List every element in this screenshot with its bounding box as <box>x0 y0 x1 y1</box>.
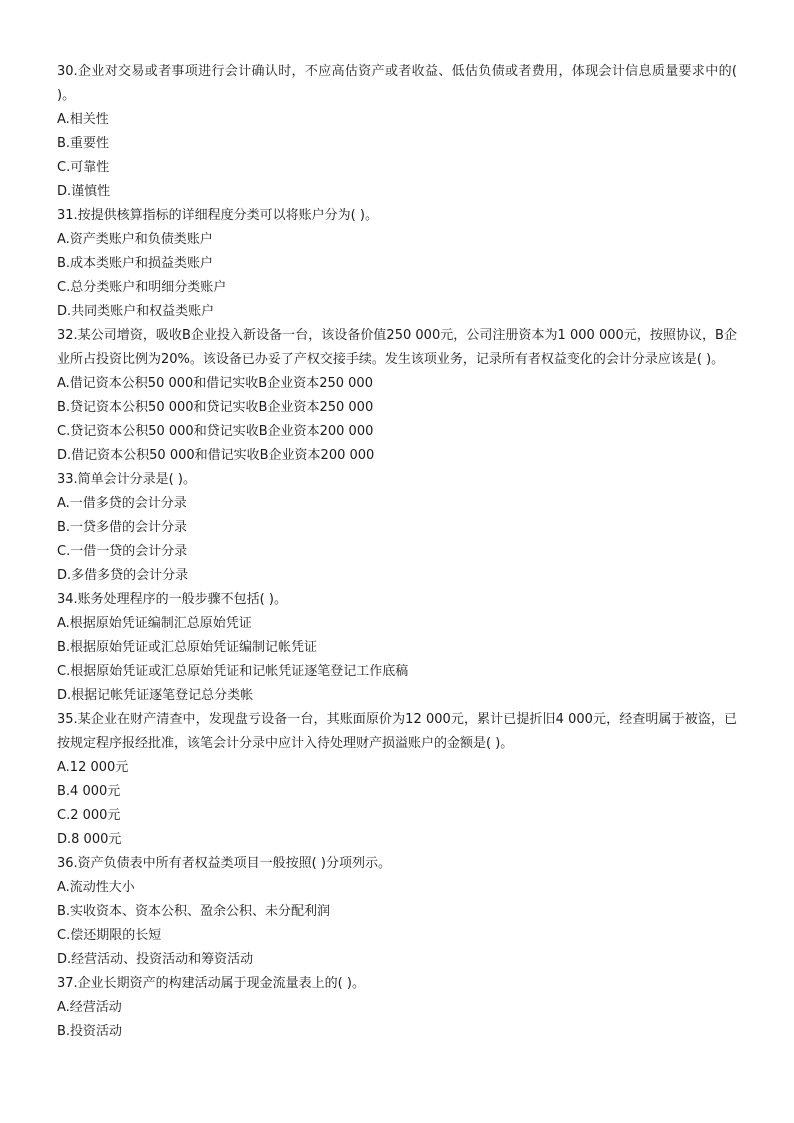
option-b: B.根据原始凭证或汇总原始凭证编制记帐凭证 <box>57 640 318 655</box>
question-32 <box>57 324 737 468</box>
option-a: A.经营活动 <box>57 1000 122 1015</box>
option-b: B.重要性 <box>57 136 110 151</box>
exam-page <box>57 60 737 1044</box>
option-d: D.8 000元 <box>57 832 122 847</box>
option-a: A.相关性 <box>57 112 109 127</box>
question-33 <box>57 468 737 588</box>
question-stem: 32.某公司增资，吸收B企业投入新设备一台，该设备价值250 000元，公司注册资本为1 000 000元，按照协议，B企业所占投资比例为20%。该设备已办妥了产权交接手续。发生该项业务，记录所有者权益变化的会计分录应该是( )。 <box>57 328 737 367</box>
question-stem: 35.某企业在财产清查中，发现盘亏设备一台，其账面原价为12 000元，累计已提折旧4 000元，经查明属于被盗，已按规定程序报经批准，该笔会计分录中应计入待处理财产损溢账户的金额是( )。 <box>57 712 737 751</box>
option-d: D.经营活动、投资活动和筹资活动 <box>57 952 254 967</box>
option-d: D.借记资本公积50 000和借记实收B企业资本200 000 <box>57 448 375 463</box>
option-a: A.资产类账户和负债类账户 <box>57 232 213 247</box>
question-36 <box>57 852 737 972</box>
question-30 <box>57 60 737 204</box>
option-c: C.贷记资本公积50 000和贷记实收B企业资本200 000 <box>57 424 374 439</box>
option-c: C.总分类账户和明细分类账户 <box>57 280 227 295</box>
option-b: B.一贷多借的会计分录 <box>57 520 188 535</box>
option-b: B.投资活动 <box>57 1024 123 1039</box>
option-c: C.一借一贷的会计分录 <box>57 544 188 559</box>
option-d: D.根据记帐凭证逐笔登记总分类帐 <box>57 688 254 703</box>
question-31 <box>57 204 737 324</box>
option-b: B.成本类账户和损益类账户 <box>57 256 214 271</box>
option-a: A.借记资本公积50 000和借记实收B企业资本250 000 <box>57 376 373 391</box>
question-35 <box>57 708 737 852</box>
option-c: C.可靠性 <box>57 160 110 175</box>
question-37 <box>57 972 737 1044</box>
option-b: B.4 000元 <box>57 784 121 799</box>
option-c: C.根据原始凭证或汇总原始凭证和记帐凭证逐笔登记工作底稿 <box>57 664 409 679</box>
option-c: C.2 000元 <box>57 808 121 823</box>
option-d: D.共同类账户和权益类账户 <box>57 304 215 319</box>
question-stem: 34.账务处理程序的一般步骤不包括( )。 <box>57 592 287 607</box>
option-d: D.谨慎性 <box>57 184 111 199</box>
question-stem: 33.简单会计分录是( )。 <box>57 472 196 487</box>
option-a: A.根据原始凭证编制汇总原始凭证 <box>57 616 252 631</box>
option-b: B.贷记资本公积50 000和贷记实收B企业资本250 000 <box>57 400 374 415</box>
option-b: B.实收资本、资本公积、盈余公积、未分配利润 <box>57 904 331 919</box>
option-a: A.一借多贷的会计分录 <box>57 496 187 511</box>
question-stem: 37.企业长期资产的构建活动属于现金流量表上的( )。 <box>57 976 365 991</box>
question-34 <box>57 588 737 708</box>
option-d: D.多借多贷的会计分录 <box>57 568 189 583</box>
option-a: A.流动性大小 <box>57 880 135 895</box>
question-stem: 36.资产负债表中所有者权益类项目一般按照( )分项列示。 <box>57 856 391 871</box>
option-c: C.偿还期限的长短 <box>57 928 162 943</box>
option-a: A.12 000元 <box>57 760 129 775</box>
question-stem: 31.按提供核算指标的详细程度分类可以将账户分为( )。 <box>57 208 378 223</box>
question-stem: 30.企业对交易或者事项进行会计确认时，不应高估资产或者收益、低估负债或者费用，体现会计信息质量要求中的( )。 <box>57 64 737 103</box>
